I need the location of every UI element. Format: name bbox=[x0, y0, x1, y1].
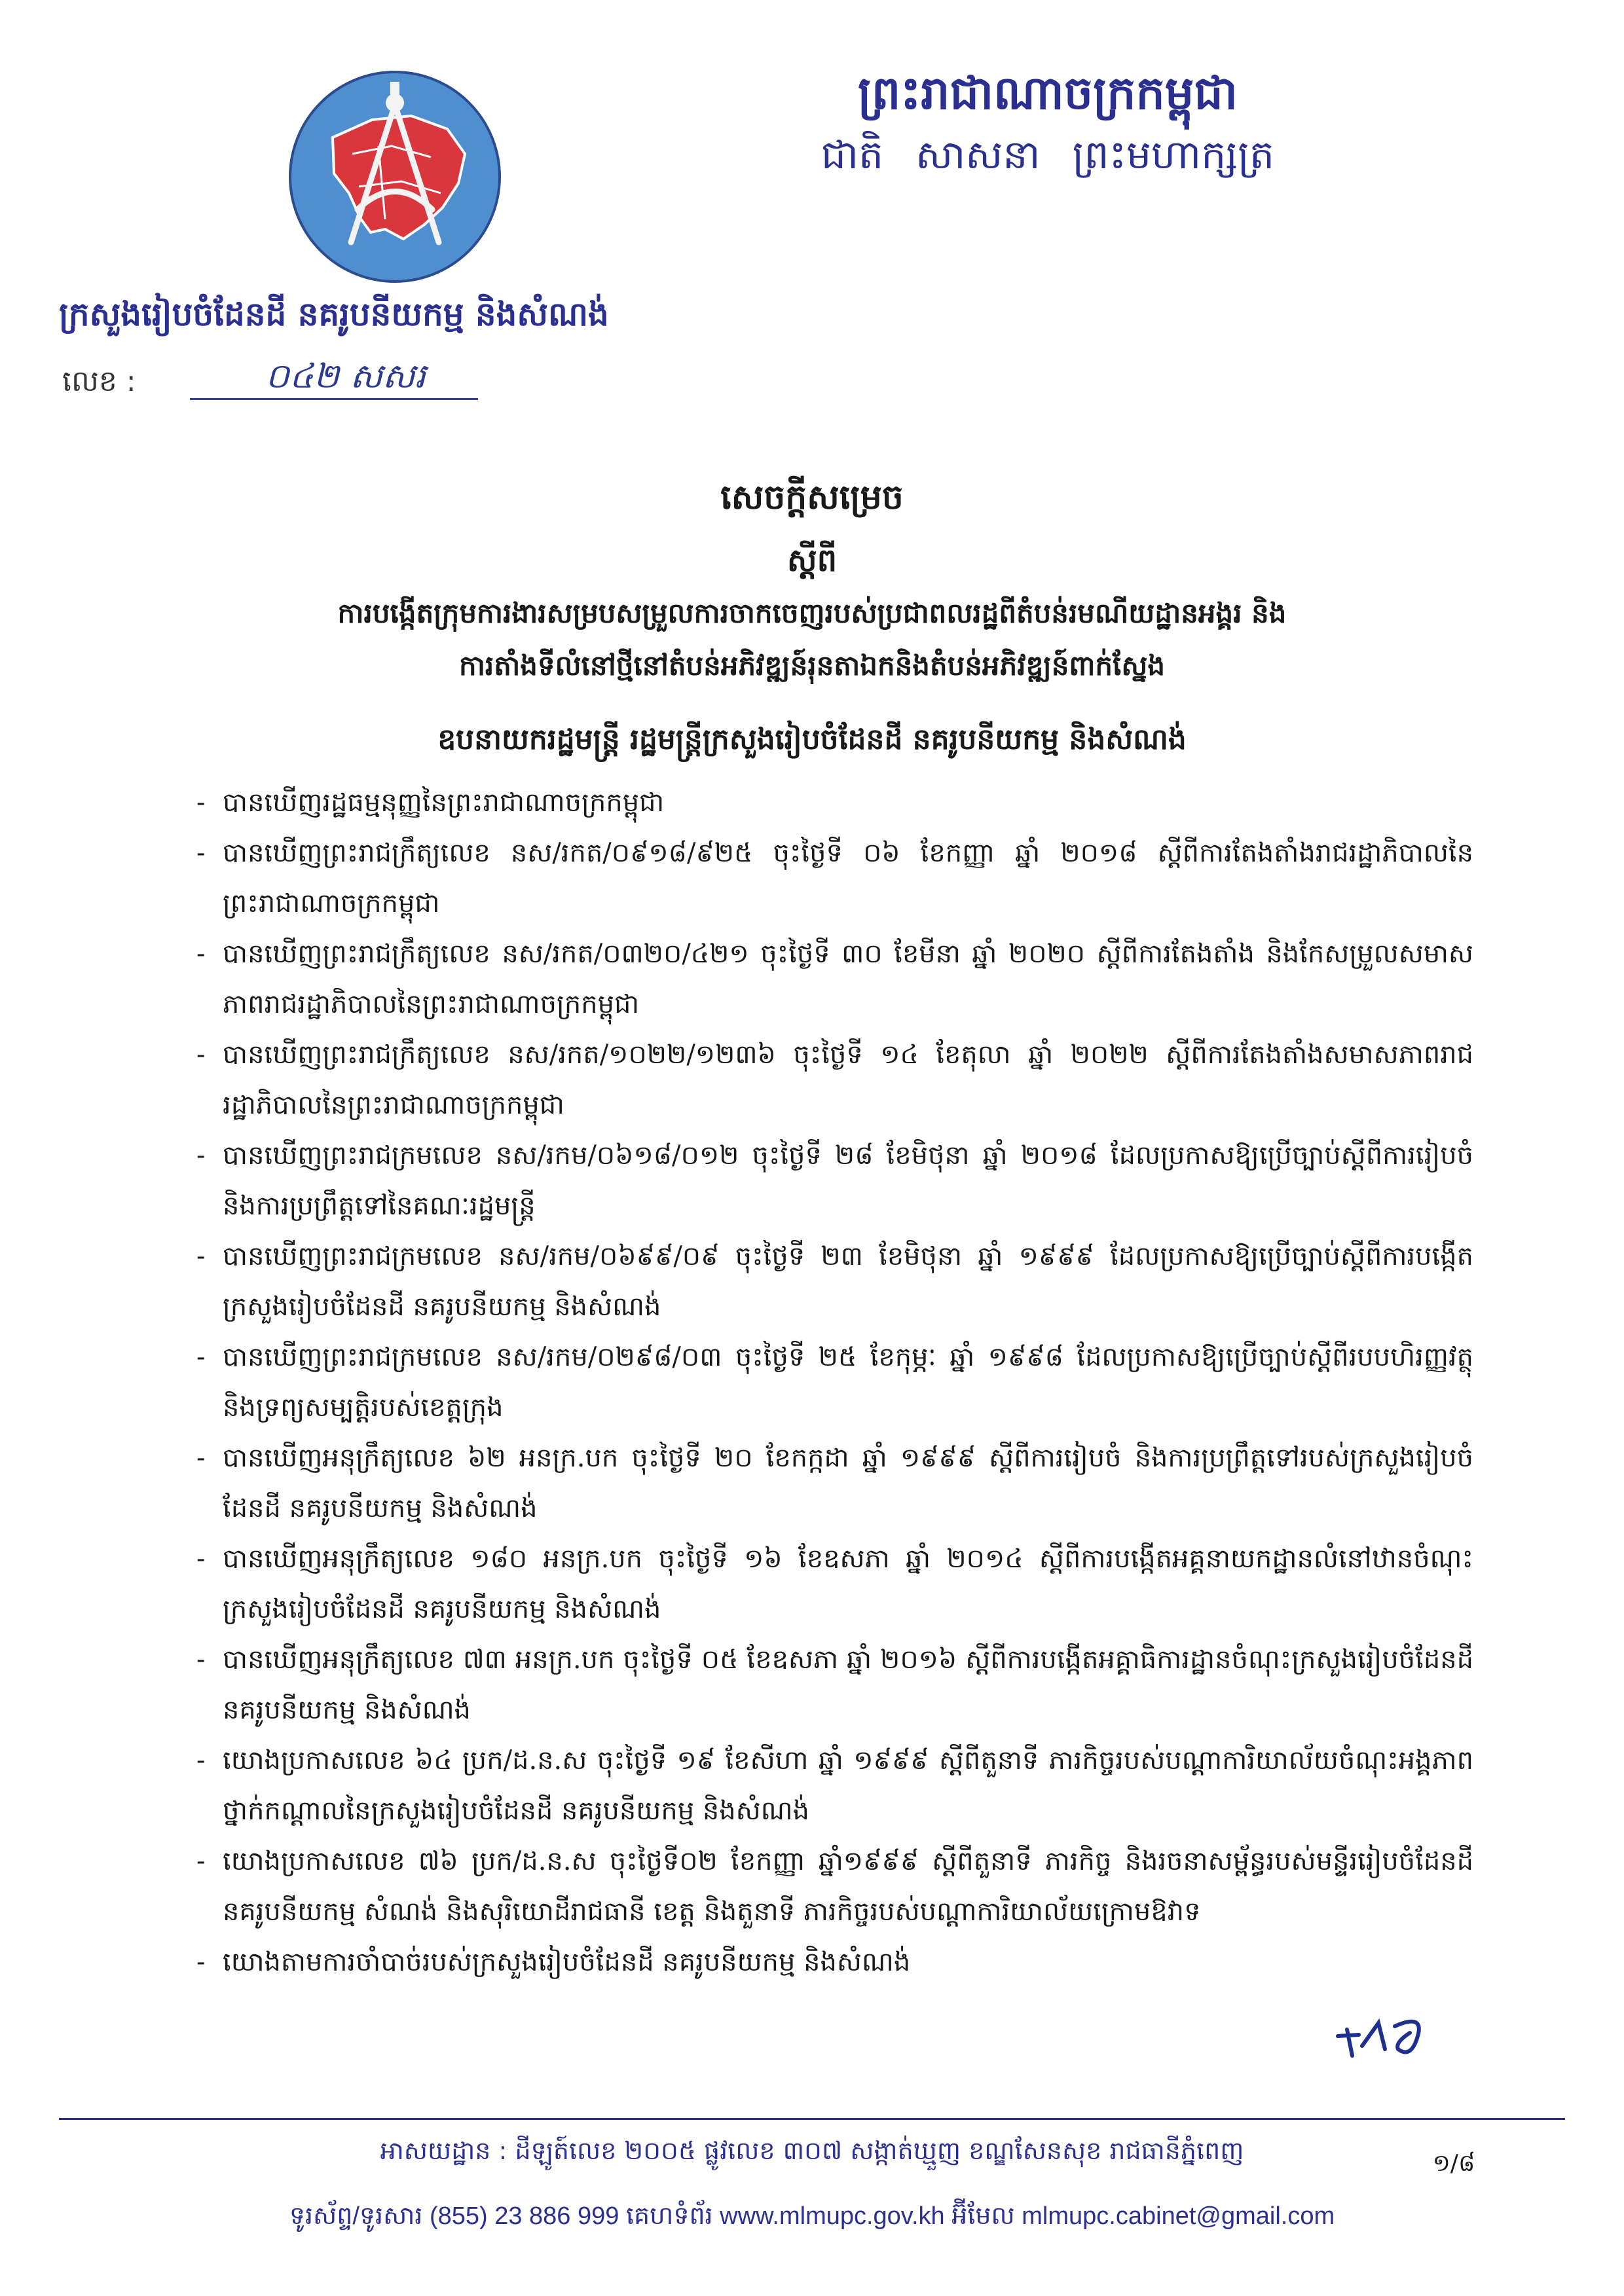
handwritten-initial bbox=[1333, 2010, 1437, 2069]
preamble-item: - បានឃើញរដ្ឋធម្មនុញ្ញនៃព្រះរាជាណាចក្រកម្ពុជា bbox=[196, 788, 665, 818]
kingdom-heading: ព្រះរាជាណាចក្រកម្ពុជា bbox=[857, 65, 1238, 120]
national-motto: ជាតិ សាសនា ព្រះមហាក្សត្រ bbox=[821, 132, 1275, 178]
ministry-name: ក្រសួងរៀបចំដែនដី នគរូបនីយកម្ម និងសំណង់ bbox=[59, 295, 609, 333]
footer-contact: ទូរស័ព្ទ/ទូរសារ (855) 23 886 999 គេហទំព័រ www.mlmupc.gov.kh អ៊ីមែល mlmupc.cabinet@gmail.com bbox=[289, 2202, 1335, 2230]
preamble-item: - បានឃើញព្រះរាជក្រមលេខ នស/រកម/០៦៩៩/០៩ ចុះថ្ងៃទី ២៣ ខែមិថុនា ឆ្នាំ ១៩៩៩ ដែលប្រកាសឱ្យប្រើច្បាប់ស្ដីពីការបង្កើតក្រសួងរៀបចំដែនដី នគរូបនីយកម្ម និងសំណង់ bbox=[196, 1241, 1473, 1322]
preamble-item: - បានឃើញព្រះរាជក្រមលេខ នស/រកម/០៦១៨/០១២ ចុះថ្ងៃទី ២៨ ខែមិថុនា ឆ្នាំ ២០១៨ ដែលប្រកាសឱ្យប្រើច្បាប់ស្ដីពីការរៀបចំ និងការប្រព្រឹត្តទៅនៃគណៈរដ្ឋមន្ត្រី bbox=[196, 1140, 1473, 1221]
ministry-logo bbox=[287, 69, 503, 285]
preamble-item: - បានឃើញព្រះរាជក្រមលេខ នស/រកម/០២៩៨/០៣ ចុះថ្ងៃទី ២៥ ខែកុម្ភៈ ឆ្នាំ ១៩៩៨ ដែលប្រកាសឱ្យប្រើច្បាប់ស្ដីពីរបបហិរញ្ញវត្ថុ និងទ្រព្យសម្បត្តិរបស់ខេត្តក្រុង bbox=[196, 1342, 1473, 1423]
subject-line: ការតាំងទីលំនៅថ្មីនៅតំបន់អភិវឌ្ឍន៍រុនតាឯកនិងតំបន់អភិវឌ្ឍន៍ពាក់ស្នែង bbox=[458, 649, 1166, 682]
document-number-value: ០៤២ សសរ bbox=[265, 357, 426, 396]
issuing-authority: ឧបនាយករដ្ឋមន្ត្រី រដ្ឋមន្ត្រីក្រសួងរៀបចំដែនដី នគរូបនីយកម្ម និងសំណង់ bbox=[437, 723, 1187, 756]
footer-address: អាសយដ្ឋាន : ដីឡូត៍លេខ ២០០៥ ផ្លូវលេខ ៣០៧ សង្កាត់ឃ្មួញ ខណ្ឌសែនសុខ រាជធានីភ្នំពេញ bbox=[380, 2136, 1244, 2165]
preamble-item: - បានឃើញអនុក្រឹត្យលេខ ១៨០ អនក្រ.បក ចុះថ្ងៃទី ១៦ ខែឧសភា ឆ្នាំ ២០១៤ ស្ដីពីការបង្កើតអគ្គនាយកដ្ឋានលំនៅឋានចំណុះក្រសួងរៀបចំដែនដី នគរូបនីយកម្ម និងសំណង់ bbox=[196, 1544, 1473, 1624]
preamble-item: - យោងតាមការចាំបាច់របស់ក្រសួងរៀបចំដែនដី នគរូបនីយកម្ម និងសំណង់ bbox=[196, 1947, 911, 1977]
preamble-item: - បានឃើញព្រះរាជក្រឹត្យលេខ នស/រកត/១០២២/១២៣៦ ចុះថ្ងៃទី ១៤ ខែតុលា ឆ្នាំ ២០២២ ស្ដីពីការតែងតាំងសមាសភាពរាជរដ្ឋាភិបាលនៃព្រះរាជាណាចក្រកម្ពុជា bbox=[196, 1040, 1473, 1120]
preamble-item: - បានឃើញអនុក្រឹត្យលេខ ៧៣ អនក្រ.បក ចុះថ្ងៃទី ០៥ ខែឧសភា ឆ្នាំ ២០១៦ ស្ដីពីការបង្កើតអគ្គាធិការដ្ឋានចំណុះក្រសួងរៀបចំដែនដី នគរូបនីយកម្ម និងសំណង់ bbox=[196, 1645, 1473, 1725]
footer-divider bbox=[59, 2118, 1565, 2120]
subject-line: ការបង្កើតក្រុមការងារសម្របសម្រួលការចាកចេញរបស់ប្រជាពលរដ្ឋពីតំបន់រមណីយដ្ឋានអង្គរ និង bbox=[337, 597, 1287, 629]
preamble-item: - បានឃើញអនុក្រឹត្យលេខ ៦២ អនក្រ.បក ចុះថ្ងៃទី ២០ ខែកក្កដា ឆ្នាំ ១៩៩៩ ស្ដីពីការរៀបចំ និងការប្រព្រឹត្តទៅរបស់ក្រសួងរៀបចំដែនដី នគរូបនីយកម្ម និងសំណង់ bbox=[196, 1443, 1473, 1523]
preamble-item: - បានឃើញព្រះរាជក្រឹត្យលេខ នស/រកត/០៣២០/៤២១ ចុះថ្ងៃទី ៣០ ខែមីនា ឆ្នាំ ២០២០ ស្ដីពីការតែងតាំង និងកែសម្រួលសមាសភាពរាជរដ្ឋាភិបាលនៃព្រះរាជាណាចក្រកម្ពុជា bbox=[196, 939, 1473, 1019]
decision-title: សេចក្ដីសម្រេច bbox=[720, 478, 904, 517]
document-number-label: លេខ : bbox=[62, 365, 136, 398]
preamble-item: - យោងប្រកាសលេខ ៦៤ ប្រក/ដ.ន.ស ចុះថ្ងៃទី ១៩ ខែសីហា ឆ្នាំ ១៩៩៩ ស្ដីពីតួនាទី ភារកិច្ចរបស់បណ្ដាការិយាល័យចំណុះអង្គភាពថ្នាក់កណ្ដាលនៃក្រសួងរៀបចំដែនដី នគរូបនីយកម្ម និងសំណង់ bbox=[196, 1745, 1473, 1826]
document-number bbox=[62, 359, 717, 405]
subject-label: ស្ដីពី bbox=[786, 542, 838, 579]
preamble-item: - យោងប្រកាសលេខ ៧៦ ប្រក/ដ.ន.ស ចុះថ្ងៃទី០២ ខែកញ្ញា ឆ្នាំ១៩៩៩ ស្ដីពីតួនាទី ភារកិច្ច និងរចនាសម្ព័ន្ធរបស់មន្ទីររៀបចំដែនដី នគរូបនីយកម្ម សំណង់ និងសុរិយោដីរាជធានី ខេត្ត និងតួនាទី ភារកិច្ចរបស់បណ្ដាការិយាល័យក្រោមឱវាទ bbox=[196, 1846, 1473, 1927]
preamble-item: - បានឃើញព្រះរាជក្រឹត្យលេខ នស/រកត/០៩១៨/៩២៥ ចុះថ្ងៃទី ០៦ ខែកញ្ញា ឆ្នាំ ២០១៨ ស្ដីពីការតែងតាំងរាជរដ្ឋាភិបាលនៃព្រះរាជាណាចក្រកម្ពុជា bbox=[196, 838, 1473, 919]
preamble-list bbox=[196, 778, 1473, 1988]
page-number: ១/៨ bbox=[1432, 2150, 1475, 2177]
